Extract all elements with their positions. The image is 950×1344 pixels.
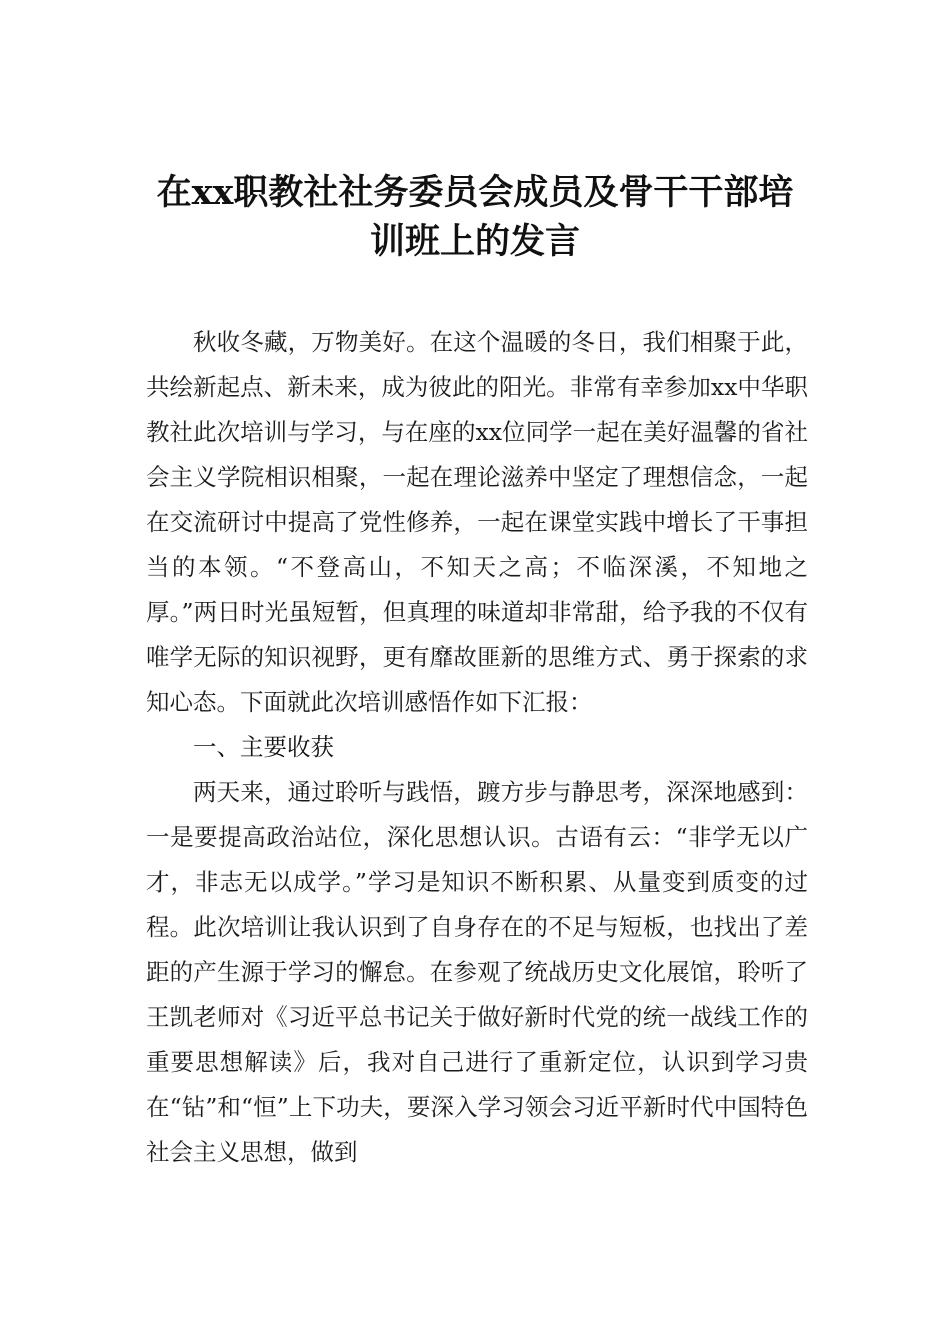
document-body	[146, 320, 808, 1175]
paragraph: 秋收冬藏，万物美好。在这个温暖的冬日，我们相聚于此，共绘新起点、新未来，成为彼此的阳光。非常有幸参加xx中华职教社此次培训与学习，与在座的xx位同学一起在美好温馨的省社会主义学院相识相聚，一起在理论滋养中坚定了理想信念，一起在交流研讨中提高了党性修养，一起在课堂实践中增长了干事担当的本领。“不登高山，不知天之高；不临深溪，不知地之厚。”两日时光虽短暂，但真理的味道却非常甜，给予我的不仅有唯学无际的知识视野，更有靡故匪新的思维方式、勇于探索的求知心态。下面就此次培训感悟作如下汇报：	[146, 328, 808, 716]
section-heading: 一、主要收获	[193, 733, 334, 761]
document-title: 在xx职教社社务委员会成员及骨干干部培训班上的发言	[156, 172, 794, 262]
paragraph: 两天来，通过聆听与践悟，踱方步与静思考，深深地感到：一是要提高政治站位，深化思想认识。古语有云：“非学无以广才，非志无以成学。”学习是知识不断积累、从量变到质变的过程。此次培训让我认识到了自身存在的不足与短板，也找出了差距的产生源于学习的懈怠。在参观了统战历史文化展馆，聆听了王凯老师对《习近平总书记关于做好新时代党的统一战线工作的重要思想解读》后，我对自己进行了重新定位，认识到学习贵在“钻”和“恒”上下功夫，要深入学习领会习近平新时代中国特色社会主义思想，做到	[146, 778, 808, 1166]
